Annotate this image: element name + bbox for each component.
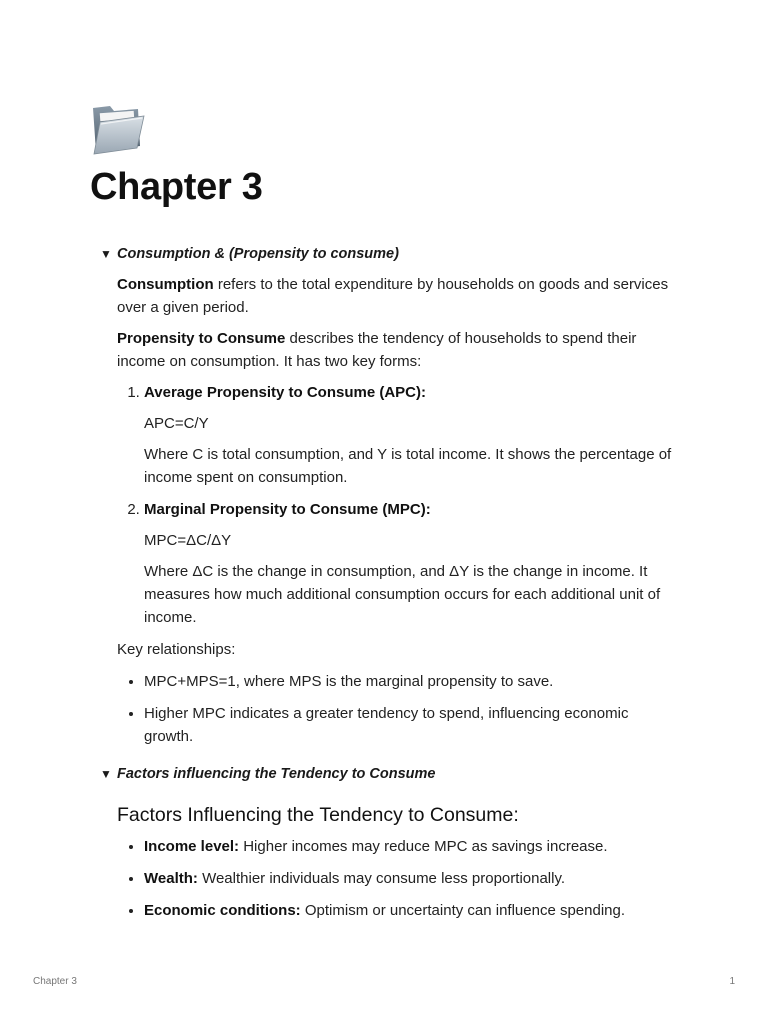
list-item: • Higher MPC indicates a greater tendency to spend, influencing economic growth. (144, 702, 680, 748)
bold-term: Propensity to Consume (117, 330, 286, 347)
bold-term: Wealth: (144, 870, 198, 887)
footer-chapter-label: Chapter 3 (33, 976, 77, 987)
bulleted-list (117, 670, 680, 748)
paragraph-text: refers to the total expenditure by households on goods and services over a given period. (117, 276, 669, 316)
list-item-mpc (144, 498, 680, 629)
list-item-text: Wealthier individuals may consume less proportionally. (197, 870, 566, 887)
triangle-down-icon[interactable]: ▼ (100, 767, 112, 781)
toggle-header-consumption[interactable] (100, 243, 680, 265)
footer-page-number: 1 (729, 976, 735, 987)
triangle-down-icon[interactable]: ▼ (100, 247, 112, 261)
sub-heading: Factors Influencing the Tendency to Consume: (117, 804, 519, 826)
formula: MPC=ΔC/ΔY (144, 532, 232, 549)
list-item-text: Higher incomes may reduce MPC as savings increase. (239, 838, 608, 855)
bold-term: Consumption (117, 276, 214, 293)
list-item (144, 867, 680, 890)
toggle-factors (100, 763, 680, 931)
list-item-apc (144, 381, 680, 489)
toggle-content (117, 801, 680, 922)
toggle-title: Consumption & (Propensity to consume) (117, 246, 399, 262)
list-item (144, 835, 680, 858)
list-item-title: 2. Marginal Propensity to Consume (MPC): (144, 501, 431, 518)
bold-term: Economic conditions: (144, 902, 301, 919)
relationships-label: Key relationships: (117, 641, 236, 658)
formula: APC=C/Y (144, 415, 209, 432)
list-item (144, 899, 680, 922)
bold-term: Income level: (144, 838, 240, 855)
list-item-description: Where C is total consumption, and Y is total income. It shows the percentage of income spent on consumption. (144, 446, 672, 486)
list-item-text: Optimism or uncertainty can influence spending. (300, 902, 626, 919)
page-title: Chapter 3 (90, 166, 263, 208)
toggle-title: Factors influencing the Tendency to Consume (117, 766, 436, 782)
numbered-list (117, 381, 680, 629)
list-item-title: 1. Average Propensity to Consume (APC): (144, 384, 426, 401)
toggle-header-factors[interactable] (100, 763, 680, 785)
paragraph-propensity (117, 327, 680, 373)
folder-icon (90, 100, 146, 156)
paragraph-text: describes the tendency of households to spend their income on consumption. It has two key forms: (117, 330, 637, 370)
toggle-content (117, 273, 680, 748)
toggle-consumption (100, 243, 680, 757)
list-item: • MPC+MPS=1, where MPS is the marginal propensity to save. (144, 670, 680, 693)
paragraph-consumption (117, 273, 680, 319)
bulleted-list (117, 835, 680, 922)
list-item-description: Where ΔC is the change in consumption, and ΔY is the change in income. It measures how much additional consumption occurs for each additional unit of income. (144, 563, 661, 626)
